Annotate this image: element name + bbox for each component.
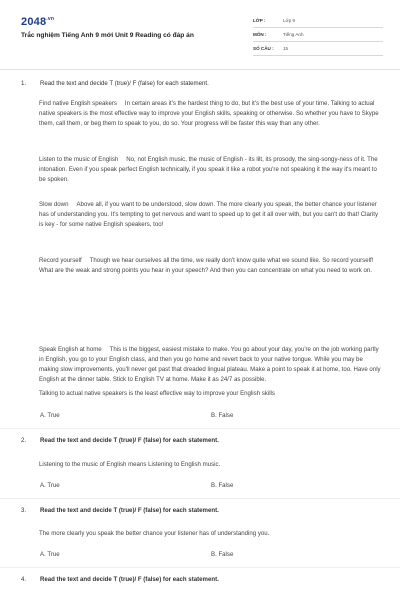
option-false[interactable]: B. False [211, 412, 234, 419]
meta-value: 15 [283, 46, 289, 51]
logo-suffix: .vn [46, 16, 55, 22]
question-divider [0, 498, 400, 499]
meta-label: LỚP : [253, 18, 266, 23]
question-statement: The more clearly you speak the better chance your listener has of understanding you. [39, 530, 270, 537]
paragraph-text: In certain areas it's the hardest thing to do, but it's the best use of your time. Talking to actual native speakers is the most effective way to improve your English skills, speaking or otherwise. So whether you have to Skype them, call them, or beg them to speak to you, do so. Your progress will be faster this way than any other. [39, 100, 379, 127]
paragraph-text: Above all, if you want to be understood, slow down. The more clearly you speak, the better chance your listener has of understanding you. It's tempting to get nervous and want to speed up to get it all over with, but you can't do that! Clarity is key - for some native English speakers, too! [39, 201, 379, 228]
question-number: 3. [21, 507, 27, 514]
question-number: 2. [21, 437, 27, 444]
option-false[interactable]: B. False [211, 551, 234, 558]
question-divider [0, 567, 400, 568]
meta-table [253, 14, 383, 56]
meta-row-count [253, 42, 383, 56]
meta-label: SỐ CÂU : [253, 46, 274, 51]
paragraph-heading: Record yourself [39, 257, 82, 264]
question-number: 1. [21, 80, 27, 87]
question-prompt: Read the text and decide T (true)/ F (false) for each statement. [40, 80, 209, 87]
meta-row-subject [253, 28, 383, 42]
passage-paragraph [39, 200, 384, 230]
meta-value: Tiếng Anh [283, 32, 304, 37]
paragraph-heading: Find native English speakers [39, 100, 117, 107]
question-statement: Talking to actual native speakers is the least effective way to improve your English skills [39, 390, 275, 397]
header [0, 0, 400, 62]
question-divider [0, 428, 400, 429]
paragraph-text: No, not English music, the music of English - its lilt, its prosody, the sing-songy-ness of it. The intonation. Even if you speak perfect English technically, if you speak it like a robot you're not speaking it the way it's meant to be spoken. [39, 156, 378, 183]
question-prompt: Read the text and decide T (true)/ F (false) for each statement. [40, 507, 219, 514]
meta-label: MÔN : [253, 32, 267, 37]
passage-paragraph [39, 99, 384, 129]
question-number: 4. [21, 576, 27, 583]
logo-text: 2048 [21, 16, 47, 28]
passage-paragraph [39, 256, 384, 276]
page-title: Trắc nghiệm Tiếng Anh 9 mới Unit 9 Reading có đáp án [21, 32, 194, 39]
paragraph-heading: Slow down [39, 201, 69, 208]
paragraph-heading: Listen to the music of English [39, 156, 119, 163]
header-divider [0, 69, 400, 70]
paragraph-heading: Speak English at home [39, 346, 102, 353]
passage-paragraph [39, 345, 384, 385]
paragraph-text: Though we hear ourselves all the time, we really don't know quite what we sound like. So record yourself! What are the weak and strong points you hear in your speech? And then you can concentrate on what you need to work on. [39, 257, 374, 274]
option-false[interactable]: B. False [211, 482, 234, 489]
site-logo[interactable] [21, 16, 54, 28]
paragraph-text: This is the biggest, easiest mistake to make. You go about your day, you're on the job working partly in English, you go to your English class, and then you go home and revert back to your native tongue. While you may be making slow improvements, you'll never get past that dreaded lingual plateau. Make a point to speak it at home, too. Have only English at the dinner table. Stick to English TV at home. Make it as 24/7 as possible. [39, 346, 381, 383]
option-true[interactable]: A. True [40, 551, 60, 558]
passage-paragraph [39, 155, 384, 185]
question-prompt: Read the text and decide T (true)/ F (false) for each statement. [40, 576, 219, 583]
option-true[interactable]: A. True [40, 412, 60, 419]
option-true[interactable]: A. True [40, 482, 60, 489]
meta-row-class [253, 14, 383, 28]
question-statement: Listening to the music of English means Listening to English music. [39, 461, 221, 468]
meta-value: Lớp 9 [283, 18, 295, 23]
question-prompt: Read the text and decide T (true)/ F (false) for each statement. [40, 437, 219, 444]
